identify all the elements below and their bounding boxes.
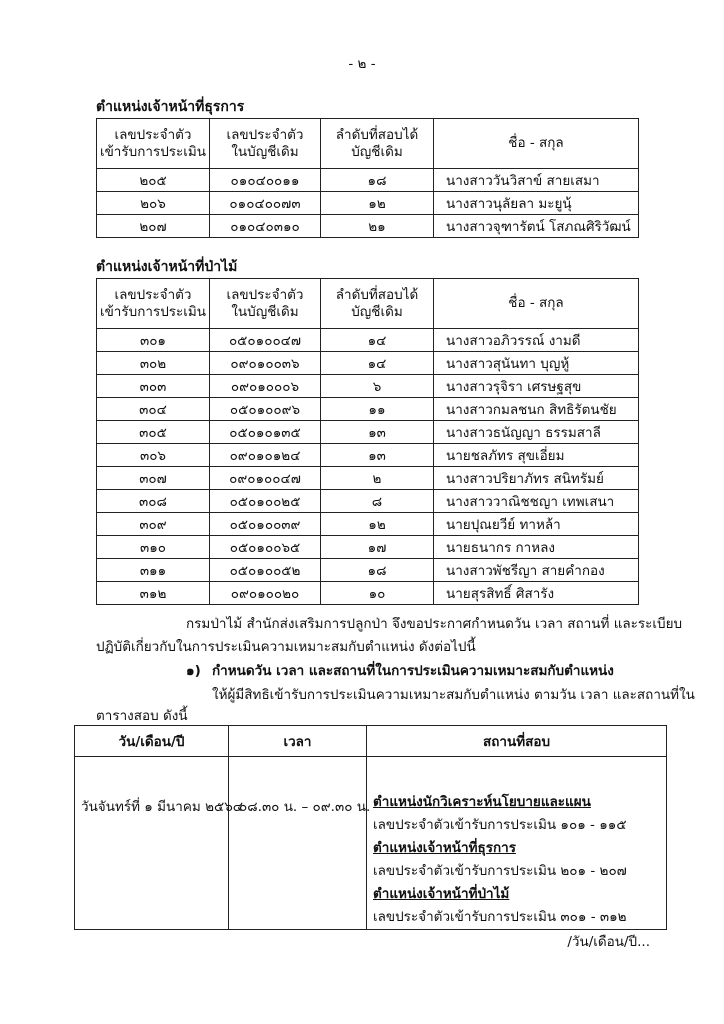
cell-id: ๓๐๘ bbox=[97, 490, 210, 513]
table-row bbox=[97, 490, 639, 513]
cell-old-id: ๐๙๐๑๐๐๔๗ bbox=[210, 467, 321, 490]
table-row bbox=[97, 582, 639, 605]
table-row bbox=[97, 559, 639, 582]
cell-name: นางสาวอภิวรรณ์ งามดี bbox=[434, 329, 639, 352]
cell-name: นายชลภัทร สุขเอี่ยม bbox=[434, 444, 639, 467]
header-name: ชื่อ - สกุล bbox=[434, 279, 639, 329]
cell-old-id: ๐๙๐๑๐๐๓๖ bbox=[210, 352, 321, 375]
table-row bbox=[97, 513, 639, 536]
position-policy-analyst: ตำแหน่งนักวิเคราะห์นโยบายและแผน bbox=[373, 794, 591, 810]
cell-name: นางสาวนุลัยลา มะยูนุ้ bbox=[434, 192, 639, 215]
paragraph-line-2: ปฏิบัติเกี่ยวกับในการประเมินความเหมาะสมกับตำแหน่ง ดังต่อไปนี้ bbox=[96, 639, 476, 655]
item-1-line-2: ตารางสอบ ดังนี้ bbox=[96, 708, 188, 724]
cell-id: ๓๐๖ bbox=[97, 444, 210, 467]
schedule-location bbox=[367, 757, 667, 930]
item-1-line-1: ให้ผู้มีสิทธิเข้ารับการประเมินความเหมาะสมกับตำแหน่ง ตามวัน เวลา และสถานที่ใน bbox=[212, 687, 695, 703]
cell-id: ๒๐๗ bbox=[97, 215, 210, 238]
page-number: - ๒ - bbox=[348, 56, 376, 72]
table-row bbox=[97, 329, 639, 352]
table-row bbox=[97, 398, 639, 421]
section-title-forest: ตำแหน่งเจ้าหน้าที่ป่าไม้ bbox=[96, 259, 238, 275]
cell-id: ๓๐๙ bbox=[97, 513, 210, 536]
cell-old-id: ๐๕๐๑๐๐๔๗ bbox=[210, 329, 321, 352]
cell-old-id: ๐๕๐๑๐๐๖๕ bbox=[210, 536, 321, 559]
position-admin-officer: ตำแหน่งเจ้าหน้าที่ธุรการ bbox=[373, 840, 516, 856]
continued-marker: /วัน/เดือน/ปี... bbox=[567, 934, 650, 950]
cell-name: นางสาววันวิสาข์ สายเสมา bbox=[434, 169, 639, 192]
table-header-row bbox=[97, 279, 639, 329]
cell-rank: ๑๘ bbox=[321, 169, 434, 192]
cell-id: ๓๐๕ bbox=[97, 421, 210, 444]
cell-old-id: ๐๑๐๔๐๓๑๐ bbox=[210, 215, 321, 238]
cell-id: ๒๐๖ bbox=[97, 192, 210, 215]
forest-candidates-table bbox=[96, 278, 639, 605]
position-forest-officer: ตำแหน่งเจ้าหน้าที่ป่าไม้ bbox=[373, 886, 510, 902]
cell-old-id: ๐๕๐๑๐๐๕๒ bbox=[210, 559, 321, 582]
cell-rank: ๑๒ bbox=[321, 513, 434, 536]
cell-id: ๓๑๑ bbox=[97, 559, 210, 582]
cell-name: นางสาวรุจิรา เศรษฐสุข bbox=[434, 375, 639, 398]
cell-rank: ๑๘ bbox=[321, 559, 434, 582]
header-id: เลขประจำตัว เข้ารับการประเมิน bbox=[97, 119, 210, 169]
cell-rank: ๑๔ bbox=[321, 352, 434, 375]
header-date: วัน/เดือน/ปี bbox=[75, 726, 229, 757]
header-name: ชื่อ - สกุล bbox=[434, 119, 639, 169]
cell-rank: ๑๓ bbox=[321, 421, 434, 444]
cell-old-id: ๐๕๐๑๐๑๓๕ bbox=[210, 421, 321, 444]
schedule-date: วันจันทร์ที่ ๑ มีนาคม ๒๕๖๔ bbox=[75, 757, 229, 930]
cell-id: ๒๐๕ bbox=[97, 169, 210, 192]
cell-name: นางสาวสุนันทา บุญหู้ bbox=[434, 352, 639, 375]
cell-rank: ๑๐ bbox=[321, 582, 434, 605]
table-row bbox=[97, 467, 639, 490]
item-1-title: กำหนดวัน เวลา และสถานที่ในการประเมินความเหมาะสมกับตำแหน่ง bbox=[212, 663, 614, 679]
cell-rank: ๑๓ bbox=[321, 444, 434, 467]
table-header-row bbox=[97, 119, 639, 169]
cell-rank: ๑๒ bbox=[321, 192, 434, 215]
cell-name: นายสุรสิทธิ์ ศิสารัง bbox=[434, 582, 639, 605]
header-old-id: เลขประจำตัว ในบัญชีเดิม bbox=[210, 119, 321, 169]
cell-id: ๓๐๗ bbox=[97, 467, 210, 490]
table-row bbox=[97, 444, 639, 467]
cell-old-id: ๐๑๐๔๐๐๗๓ bbox=[210, 192, 321, 215]
cell-rank: ๘ bbox=[321, 490, 434, 513]
table-row bbox=[97, 169, 639, 192]
table-row bbox=[97, 375, 639, 398]
cell-old-id: ๐๙๐๑๐๐๒๐ bbox=[210, 582, 321, 605]
cell-old-id: ๐๑๐๔๐๐๑๑ bbox=[210, 169, 321, 192]
cell-id: ๓๐๑ bbox=[97, 329, 210, 352]
cell-rank: ๒ bbox=[321, 467, 434, 490]
schedule-header-row bbox=[75, 726, 667, 757]
admin-candidates-table bbox=[96, 118, 639, 238]
id-range-admin-officer: เลขประจำตัวเข้ารับการประเมิน ๒๐๑ - ๒๐๗ bbox=[373, 863, 627, 879]
schedule-row bbox=[75, 757, 667, 930]
cell-rank: ๑๑ bbox=[321, 398, 434, 421]
cell-id: ๓๐๓ bbox=[97, 375, 210, 398]
cell-name: นางสาวกมลชนก สิทธิรัตนชัย bbox=[434, 398, 639, 421]
schedule-time: ๐๘.๓๐ น. – ๐๙.๓๐ น. bbox=[229, 757, 367, 930]
table-row bbox=[97, 536, 639, 559]
id-range-forest-officer: เลขประจำตัวเข้ารับการประเมิน ๓๐๑ - ๓๑๒ bbox=[373, 909, 627, 925]
table-row bbox=[97, 215, 639, 238]
header-time: เวลา bbox=[229, 726, 367, 757]
header-rank: ลำดับที่สอบได้ บัญชีเดิม bbox=[321, 119, 434, 169]
cell-old-id: ๐๕๐๑๐๐๓๙ bbox=[210, 513, 321, 536]
cell-name: นางสาวจุฑารัตน์ โสภณศิริวัฒน์ bbox=[434, 215, 639, 238]
section-title-admin: ตำแหน่งเจ้าหน้าที่ธุรการ bbox=[96, 99, 245, 115]
cell-old-id: ๐๕๐๑๐๐๙๖ bbox=[210, 398, 321, 421]
cell-name: นางสาววาณิชชญา เทพเสนา bbox=[434, 490, 639, 513]
id-range-policy-analyst: เลขประจำตัวเข้ารับการประเมิน ๑๐๑ - ๑๑๕ bbox=[373, 817, 627, 833]
header-rank: ลำดับที่สอบได้ บัญชีเดิม bbox=[321, 279, 434, 329]
table-row bbox=[97, 192, 639, 215]
cell-old-id: ๐๙๐๑๐๐๐๖ bbox=[210, 375, 321, 398]
cell-old-id: ๐๕๐๑๐๐๒๕ bbox=[210, 490, 321, 513]
cell-name: นางสาวธนัญญา ธรรมสาลี bbox=[434, 421, 639, 444]
cell-rank: ๖ bbox=[321, 375, 434, 398]
header-location: สถานที่สอบ bbox=[367, 726, 667, 757]
cell-id: ๓๐๒ bbox=[97, 352, 210, 375]
paragraph-line-1: กรมป่าไม้ สำนักส่งเสริมการปลูกป่า จึงขอประกาศกำหนดวัน เวลา สถานที่ และระเบียบ bbox=[186, 616, 683, 632]
cell-rank: ๒๑ bbox=[321, 215, 434, 238]
cell-id: ๓๑๐ bbox=[97, 536, 210, 559]
cell-name: นายธนากร กาหลง bbox=[434, 536, 639, 559]
table-row bbox=[97, 352, 639, 375]
item-1-number: ๑) bbox=[186, 663, 201, 679]
cell-id: ๓๐๔ bbox=[97, 398, 210, 421]
cell-old-id: ๐๙๐๑๐๑๒๔ bbox=[210, 444, 321, 467]
cell-name: นางสาวพัชรีญา สายคำกอง bbox=[434, 559, 639, 582]
table-row bbox=[97, 421, 639, 444]
cell-name: นายปุณยวีย์ ทาหล้า bbox=[434, 513, 639, 536]
cell-name: นางสาวปริยาภัทร สนิทรัมย์ bbox=[434, 467, 639, 490]
schedule-table bbox=[74, 725, 667, 930]
cell-rank: ๑๔ bbox=[321, 329, 434, 352]
cell-rank: ๑๗ bbox=[321, 536, 434, 559]
cell-id: ๓๑๒ bbox=[97, 582, 210, 605]
header-old-id: เลขประจำตัว ในบัญชีเดิม bbox=[210, 279, 321, 329]
header-id: เลขประจำตัว เข้ารับการประเมิน bbox=[97, 279, 210, 329]
